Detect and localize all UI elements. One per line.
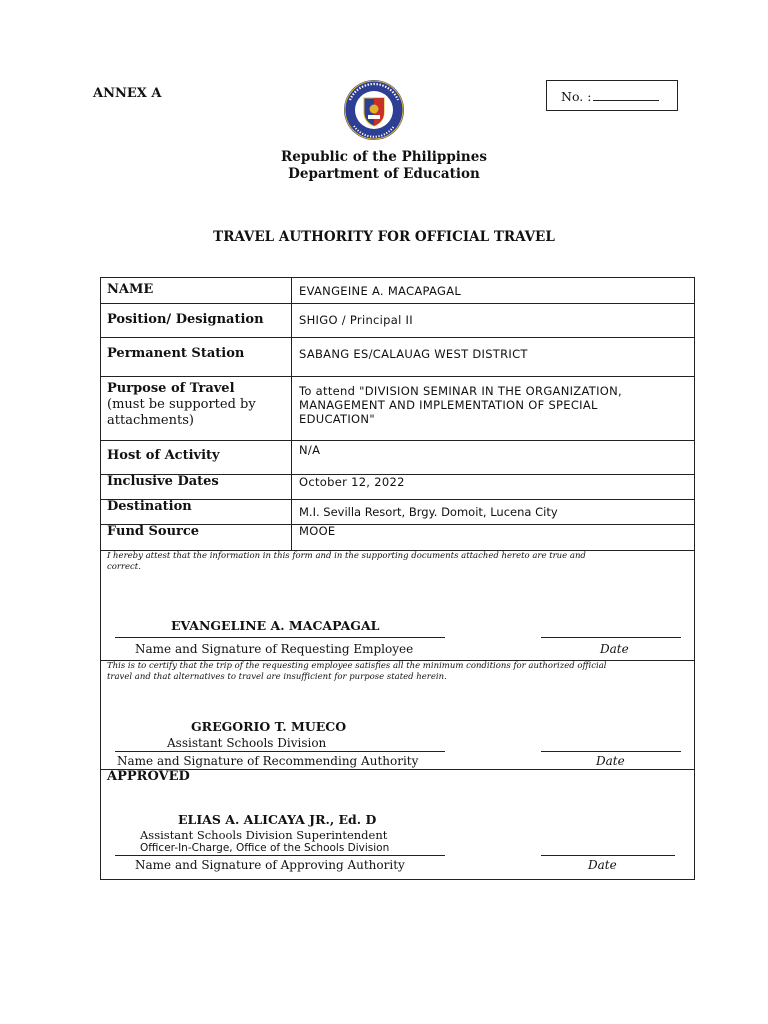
fund-value: MOOE xyxy=(299,524,336,538)
row-divider xyxy=(101,440,694,441)
approving-caption: Name and Signature of Approving Authority xyxy=(135,858,405,872)
purpose-value-line-1: To attend "DIVISION SEMINAR IN THE ORGANIZATION, xyxy=(299,384,622,398)
recommending-caption: Name and Signature of Recommending Authority xyxy=(117,754,419,768)
number-blank[interactable] xyxy=(593,90,659,101)
purpose-note-line-1: (must be supported by xyxy=(107,397,256,412)
approving-date-line xyxy=(541,855,675,856)
purpose-label: Purpose of Travel xyxy=(107,381,235,396)
host-value: N/A xyxy=(299,443,321,457)
station-value: SABANG ES/CALAUAG WEST DISTRICT xyxy=(299,347,528,361)
recommending-authority-name: GREGORIO T. MUECO xyxy=(191,719,347,734)
recommending-authority-title: Assistant Schools Division xyxy=(167,736,327,750)
approving-signature-line xyxy=(115,855,445,856)
recommending-date-line xyxy=(541,751,681,752)
dates-value: October 12, 2022 xyxy=(299,475,405,489)
approved-heading: APPROVED xyxy=(107,769,190,784)
attestation-text-line-1: I hereby attest that the information in this form and in the supporting documents attached hereto are true and xyxy=(107,551,586,561)
republic-heading: Republic of the Philippines xyxy=(281,149,487,165)
destination-value: M.I. Sevilla Resort, Brgy. Domoit, Lucena City xyxy=(299,505,558,519)
certification-text-line-1: This is to certify that the trip of the requesting employee satisfies all the minimum conditions for authorized official xyxy=(107,661,607,671)
document-title: TRAVEL AUTHORITY FOR OFFICIAL TRAVEL xyxy=(213,229,555,245)
purpose-value-line-3: EDUCATION" xyxy=(299,412,375,426)
number-label: No. : xyxy=(561,89,592,104)
approving-date-caption: Date xyxy=(588,858,617,872)
department-heading: Department of Education xyxy=(288,166,480,182)
deped-seal-icon xyxy=(338,78,410,142)
recommending-date-caption: Date xyxy=(596,754,625,768)
number-box[interactable] xyxy=(546,80,678,111)
approving-authority-name: ELIAS A. ALICAYA JR., Ed. D xyxy=(178,812,377,827)
attestation-text-line-2: correct. xyxy=(107,562,141,572)
host-label: Host of Activity xyxy=(107,448,220,463)
purpose-value-line-2: MANAGEMENT AND IMPLEMENTATION OF SPECIAL xyxy=(299,398,598,412)
name-value: EVANGEINE A. MACAPAGAL xyxy=(299,284,462,298)
position-label: Position/ Designation xyxy=(107,312,264,327)
row-divider xyxy=(101,303,694,304)
annex-label: ANNEX A xyxy=(93,86,162,101)
approving-authority-title-1: Assistant Schools Division Superintendent xyxy=(140,828,388,842)
dates-label: Inclusive Dates xyxy=(107,474,219,489)
certification-text-line-2: travel and that alternatives to travel are insufficient for purpose stated herein. xyxy=(107,672,447,682)
position-value: SHIGO / Principal II xyxy=(299,313,413,327)
station-label: Permanent Station xyxy=(107,346,245,361)
destination-label: Destination xyxy=(107,499,192,514)
fund-label: Fund Source xyxy=(107,524,200,539)
name-label: NAME xyxy=(107,282,154,297)
row-divider xyxy=(101,337,694,338)
column-divider xyxy=(291,278,292,550)
row-divider xyxy=(101,376,694,377)
employee-date-line xyxy=(541,637,681,638)
recommending-signature-line xyxy=(115,751,445,752)
travel-authority-form xyxy=(100,277,695,880)
approving-authority-title-2: Officer-In-Charge, Office of the Schools Division xyxy=(140,842,390,854)
employee-signature-line xyxy=(115,637,445,638)
requesting-employee-name: EVANGELINE A. MACAPAGAL xyxy=(171,618,380,633)
employee-date-caption: Date xyxy=(600,642,629,656)
purpose-note-line-2: attachments) xyxy=(107,413,194,428)
employee-caption: Name and Signature of Requesting Employee xyxy=(135,642,414,656)
deped-seal xyxy=(338,78,410,142)
